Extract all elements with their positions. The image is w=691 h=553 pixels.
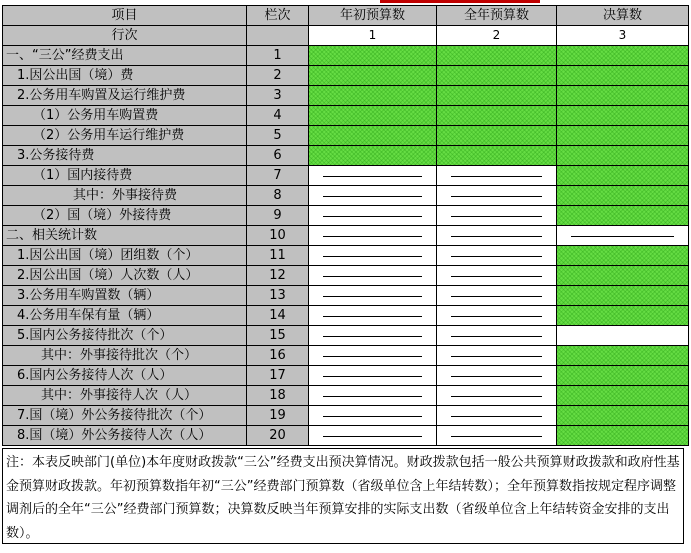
- cell-full-year-budget[interactable]: [437, 46, 557, 66]
- header-row: [3, 6, 689, 26]
- row-number: 9: [247, 206, 309, 226]
- cell-final-accounts[interactable]: [557, 306, 689, 326]
- table-row: [3, 266, 689, 286]
- row-number: 1: [247, 46, 309, 66]
- row-number: 11: [247, 246, 309, 266]
- row-label: （1）公务用车购置费: [3, 106, 247, 126]
- row-label: 7.国（境）外公务接待批次（个）: [3, 406, 247, 426]
- cell-final-accounts[interactable]: [557, 126, 689, 146]
- table-row: [3, 166, 689, 186]
- row-label: 其中：外事接待批次（个）: [3, 346, 247, 366]
- index-col-3: 3: [557, 26, 689, 46]
- cell-initial-budget-na: [309, 386, 437, 406]
- cell-full-year-budget[interactable]: [437, 146, 557, 166]
- cell-full-year-budget-na: [437, 386, 557, 406]
- row-number: 20: [247, 426, 309, 446]
- row-number: 13: [247, 286, 309, 306]
- cell-initial-budget[interactable]: [309, 66, 437, 86]
- row-number: 3: [247, 86, 309, 106]
- table-row: [3, 126, 689, 146]
- cell-final-accounts[interactable]: [557, 46, 689, 66]
- cell-full-year-budget-na: [437, 166, 557, 186]
- cell-full-year-budget[interactable]: [437, 86, 557, 106]
- header-full-year-budget: 全年预算数: [437, 6, 557, 26]
- cell-final-accounts[interactable]: [557, 106, 689, 126]
- header-final-accounts: 决算数: [557, 6, 689, 26]
- index-rowno-cell: [247, 26, 309, 46]
- cell-final-accounts-selected[interactable]: [557, 326, 689, 346]
- row-number: 2: [247, 66, 309, 86]
- cell-final-accounts[interactable]: [557, 246, 689, 266]
- cell-final-accounts-na: [557, 226, 689, 246]
- cell-full-year-budget-na: [437, 366, 557, 386]
- row-number: 4: [247, 106, 309, 126]
- table-row: [3, 386, 689, 406]
- row-label: 2.因公出国（境）人次数（人）: [3, 266, 247, 286]
- cell-full-year-budget-na: [437, 426, 557, 446]
- cell-initial-budget-na: [309, 366, 437, 386]
- row-label: 一、“三公”经费支出: [3, 46, 247, 66]
- cell-initial-budget-na: [309, 166, 437, 186]
- cell-full-year-budget-na: [437, 306, 557, 326]
- row-number: 18: [247, 386, 309, 406]
- cell-final-accounts[interactable]: [557, 146, 689, 166]
- row-label: 3.公务接待费: [3, 146, 247, 166]
- header-item: 项目: [3, 6, 247, 26]
- cell-initial-budget-na: [309, 266, 437, 286]
- cell-full-year-budget-na: [437, 266, 557, 286]
- table-row: [3, 406, 689, 426]
- cell-final-accounts[interactable]: [557, 386, 689, 406]
- row-number: 12: [247, 266, 309, 286]
- cell-initial-budget-na: [309, 226, 437, 246]
- table-row: [3, 86, 689, 106]
- table-row: [3, 186, 689, 206]
- cell-initial-budget-na: [309, 206, 437, 226]
- cell-initial-budget-na: [309, 326, 437, 346]
- row-number: 17: [247, 366, 309, 386]
- row-label: （1）国内接待费: [3, 166, 247, 186]
- row-number: 10: [247, 226, 309, 246]
- cell-initial-budget-na: [309, 406, 437, 426]
- cell-initial-budget-na: [309, 286, 437, 306]
- cell-full-year-budget-na: [437, 406, 557, 426]
- cell-initial-budget[interactable]: [309, 126, 437, 146]
- cell-final-accounts[interactable]: [557, 86, 689, 106]
- row-number: 5: [247, 126, 309, 146]
- cell-initial-budget-na: [309, 186, 437, 206]
- cell-final-accounts[interactable]: [557, 346, 689, 366]
- row-label: 4.公务用车保有量（辆）: [3, 306, 247, 326]
- cell-full-year-budget[interactable]: [437, 126, 557, 146]
- table-row: [3, 286, 689, 306]
- cell-final-accounts[interactable]: [557, 266, 689, 286]
- cell-final-accounts[interactable]: [557, 406, 689, 426]
- cell-full-year-budget-na: [437, 226, 557, 246]
- cell-full-year-budget[interactable]: [437, 106, 557, 126]
- cell-full-year-budget-na: [437, 246, 557, 266]
- cell-initial-budget[interactable]: [309, 86, 437, 106]
- table-row: [3, 66, 689, 86]
- top-red-line: [380, 0, 540, 3]
- cell-final-accounts[interactable]: [557, 206, 689, 226]
- cell-final-accounts[interactable]: [557, 286, 689, 306]
- row-label: 其中：外事接待费: [3, 186, 247, 206]
- cell-full-year-budget-na: [437, 326, 557, 346]
- cell-final-accounts[interactable]: [557, 426, 689, 446]
- row-label: （2）公务用车运行维护费: [3, 126, 247, 146]
- header-rowno: 栏次: [247, 6, 309, 26]
- table-footnote: 注：本表反映部门(单位)本年度财政拨款“三公”经费支出预决算情况。财政拨款包括一般公共预算财政拨款和政府性基金预算财政拨款。年初预算数指年初“三公”经费部门预算数（省级单位含上年结转数）；全年预算数指按规定程序调整调剂后的全年“三公”经费部门预算数；决算数反映当年预算安排的实际支出数（省级单位含上年结转资金安排的支出数）。: [2, 448, 684, 544]
- cell-full-year-budget-na: [437, 286, 557, 306]
- row-number: 8: [247, 186, 309, 206]
- row-label: 5.国内公务接待批次（个）: [3, 326, 247, 346]
- three-public-expenses-table: [2, 5, 689, 446]
- cell-initial-budget[interactable]: [309, 106, 437, 126]
- row-number: 15: [247, 326, 309, 346]
- table-row: [3, 326, 689, 346]
- cell-final-accounts[interactable]: [557, 66, 689, 86]
- row-number: 19: [247, 406, 309, 426]
- table-row: [3, 306, 689, 326]
- row-label: 二、相关统计数: [3, 226, 247, 246]
- row-label: 其中：外事接待人次（人）: [3, 386, 247, 406]
- row-label: 1.因公出国（境）费: [3, 66, 247, 86]
- table-row: [3, 46, 689, 66]
- cell-initial-budget-na: [309, 346, 437, 366]
- index-label: 行次: [3, 26, 247, 46]
- table-row: [3, 426, 689, 446]
- row-label: 2.公务用车购置及运行维护费: [3, 86, 247, 106]
- cell-final-accounts[interactable]: [557, 166, 689, 186]
- index-col-2: 2: [437, 26, 557, 46]
- row-number: 16: [247, 346, 309, 366]
- row-number: 6: [247, 146, 309, 166]
- cell-initial-budget-na: [309, 426, 437, 446]
- cell-initial-budget[interactable]: [309, 146, 437, 166]
- cell-final-accounts[interactable]: [557, 366, 689, 386]
- row-label: （2）国（境）外接待费: [3, 206, 247, 226]
- index-col-1: 1: [309, 26, 437, 46]
- cell-initial-budget-na: [309, 246, 437, 266]
- cell-full-year-budget-na: [437, 206, 557, 226]
- cell-full-year-budget-na: [437, 346, 557, 366]
- row-number: 14: [247, 306, 309, 326]
- index-row: [3, 26, 689, 46]
- cell-initial-budget[interactable]: [309, 46, 437, 66]
- cell-full-year-budget-na: [437, 186, 557, 206]
- table-row: [3, 366, 689, 386]
- cell-full-year-budget[interactable]: [437, 66, 557, 86]
- table-row: [3, 106, 689, 126]
- row-label: 8.国（境）外公务接待人次（人）: [3, 426, 247, 446]
- table-row: [3, 226, 689, 246]
- row-number: 7: [247, 166, 309, 186]
- row-label: 6.国内公务接待人次（人）: [3, 366, 247, 386]
- header-initial-budget: 年初预算数: [309, 6, 437, 26]
- row-label: 1.因公出国（境）团组数（个）: [3, 246, 247, 266]
- table-row: [3, 346, 689, 366]
- cell-final-accounts[interactable]: [557, 186, 689, 206]
- table-row: [3, 146, 689, 166]
- table-row: [3, 206, 689, 226]
- top-edge: [0, 0, 691, 4]
- cell-initial-budget-na: [309, 306, 437, 326]
- table-row: [3, 246, 689, 266]
- row-label: 3.公务用车购置数（辆）: [3, 286, 247, 306]
